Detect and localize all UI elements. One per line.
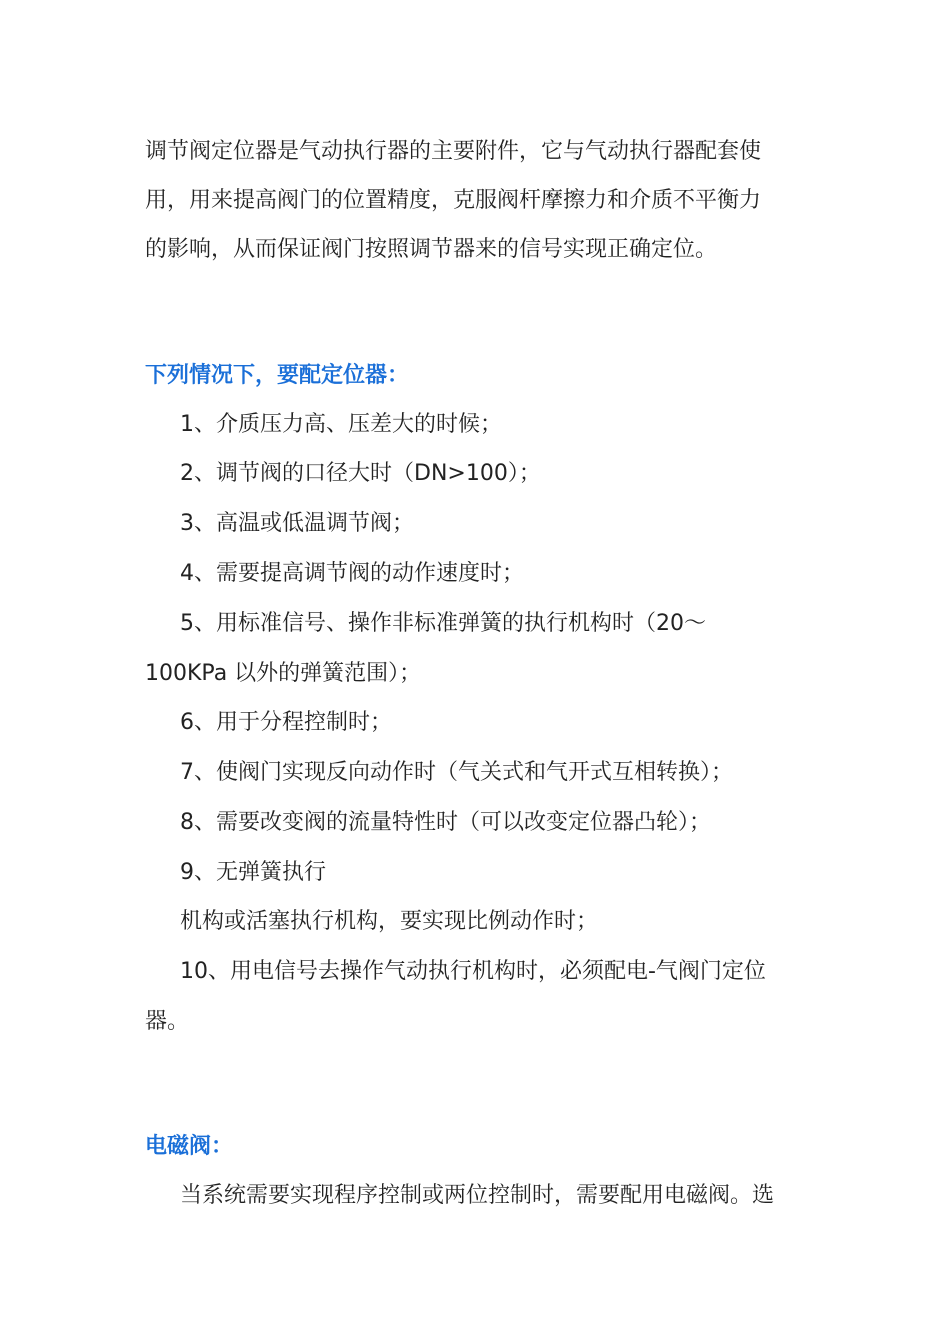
list-item: 4、需要提高调节阀的动作速度时； (180, 561, 524, 586)
section-heading-solenoid: 电磁阀： (145, 1134, 234, 1159)
list-item: 2、调节阀的口径大时（DN>100）； (180, 461, 541, 486)
list-item: 5、用标准信号、操作非标准弹簧的执行机构时（20～ (180, 611, 706, 636)
list-item-continuation: 100KPa 以外的弹簧范围）； (145, 661, 422, 686)
intro-line-2: 用，用来提高阀门的位置精度，克服阀杆摩擦力和介质不平衡力 (145, 188, 762, 213)
intro-line-3: 的影响，从而保证阀门按照调节器来的信号实现正确定位。 (145, 237, 718, 262)
list-item: 6、用于分程控制时； (180, 710, 392, 735)
intro-line-1: 调节阀定位器是气动执行器的主要附件，它与气动执行器配套使 (145, 139, 762, 164)
list-item-continuation: 器。 (145, 1009, 190, 1034)
list-item: 3、高温或低温调节阀； (180, 511, 414, 536)
list-item: 1、介质压力高、压差大的时候； (180, 412, 502, 437)
section-heading-positioner: 下列情况下，要配定位器： (145, 363, 410, 388)
list-item: 8、需要改变阀的流量特性时（可以改变定位器凸轮）； (180, 810, 711, 835)
list-item: 7、使阀门实现反向动作时（气关式和气开式互相转换）； (180, 760, 733, 785)
solenoid-paragraph-line-1: 当系统需要实现程序控制或两位控制时，需要配用电磁阀。选 (180, 1183, 775, 1208)
list-item: 9、无弹簧执行 (180, 860, 326, 885)
list-item-continuation: 机构或活塞执行机构，要实现比例动作时； (180, 909, 599, 934)
list-item: 10、用电信号去操作气动执行机构时，必须配电-气阀门定位 (180, 959, 766, 984)
